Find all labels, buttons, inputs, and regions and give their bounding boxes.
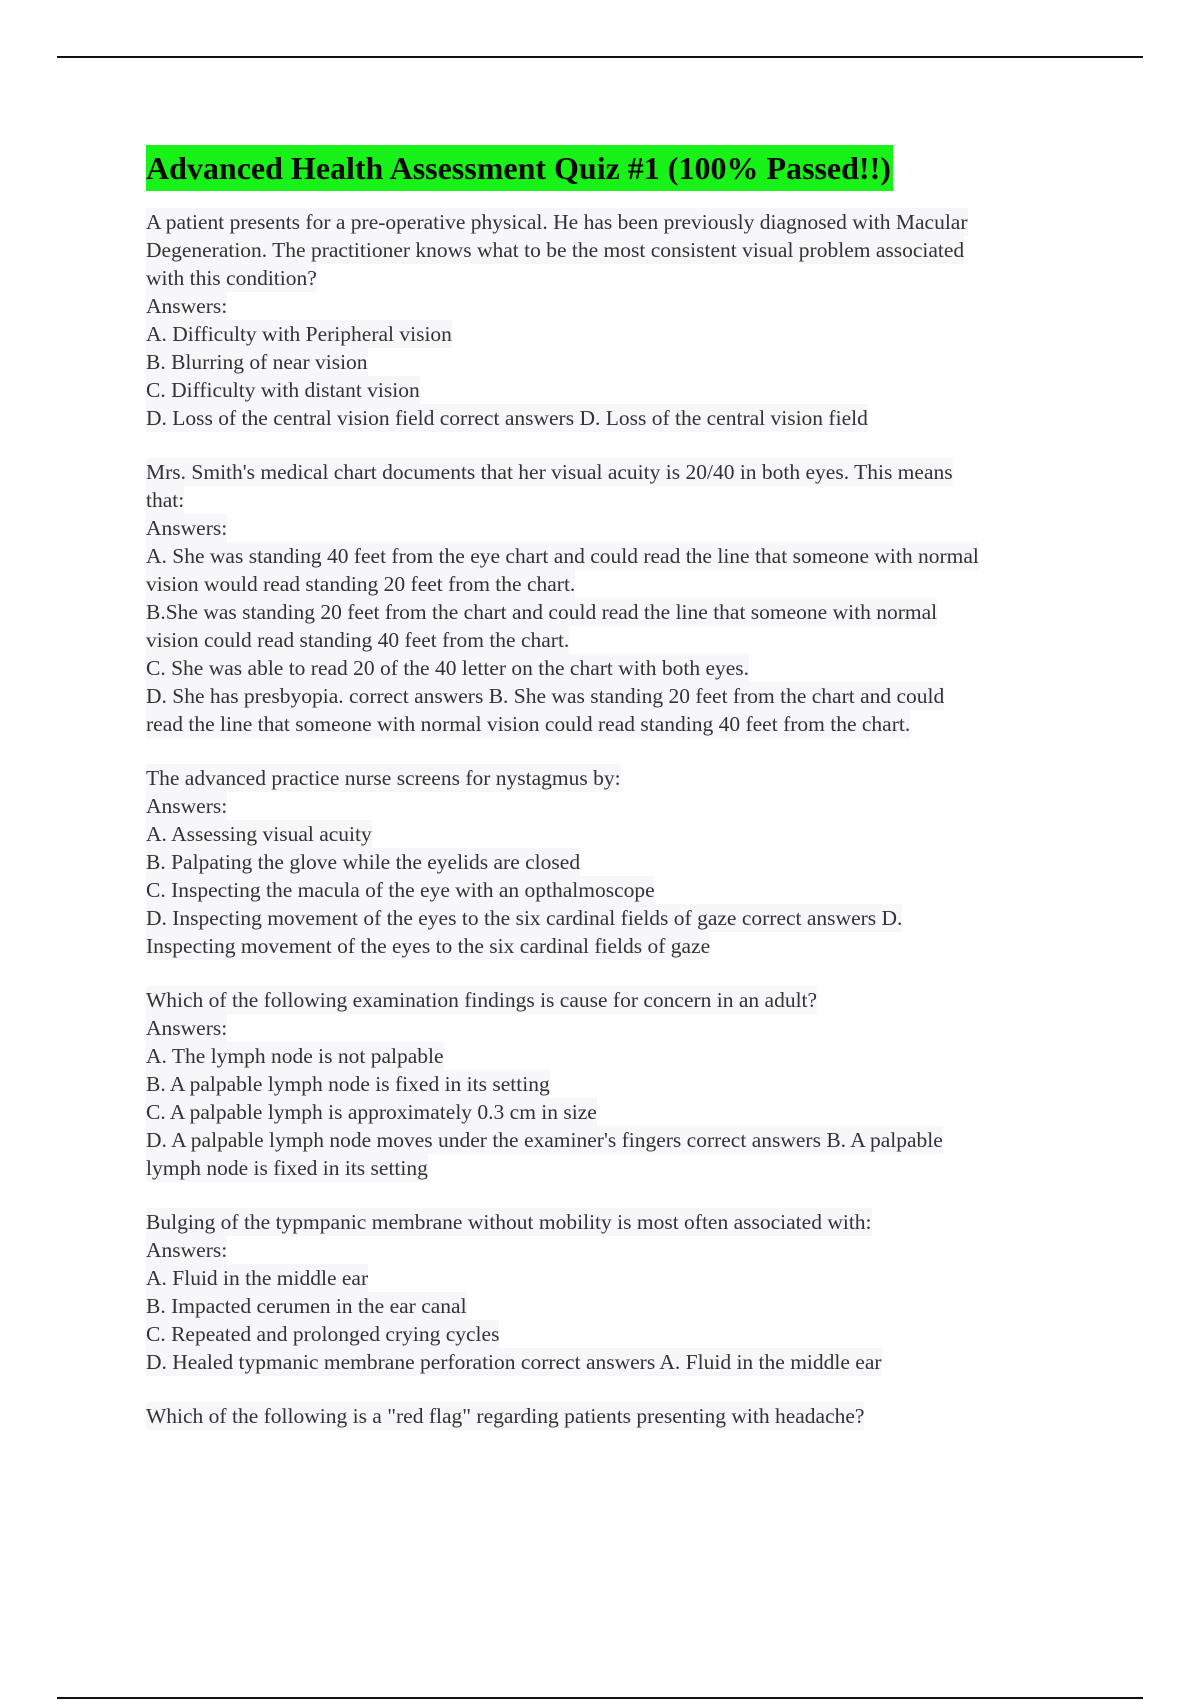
question-text-line: C. A palpable lymph is approximately 0.3 cm in size bbox=[146, 1100, 597, 1124]
question-block bbox=[146, 986, 1096, 1182]
question-text-line: D. Healed typmanic membrane perforation correct answers A. Fluid in the middle ear bbox=[146, 1350, 882, 1374]
question-text-line: A patient presents for a pre-operative physical. He has been previously diagnosed with Macular bbox=[146, 210, 968, 234]
question-block bbox=[146, 764, 1096, 960]
question-text-line: B.She was standing 20 feet from the chart and could read the line that someone with normal bbox=[146, 600, 938, 624]
question-text-line: D. A palpable lymph node moves under the examiner's fingers correct answers B. A palpable bbox=[146, 1128, 943, 1152]
question-text-line: Degeneration. The practitioner knows what to be the most consistent visual problem associated bbox=[146, 238, 965, 262]
question-list bbox=[146, 208, 1096, 1430]
question-text-line: A. She was standing 40 feet from the eye chart and could read the line that someone with normal bbox=[146, 544, 979, 568]
question-text-line: with this condition? bbox=[146, 266, 317, 290]
question-text-line: A. The lymph node is not palpable bbox=[146, 1044, 444, 1068]
question-block bbox=[146, 1208, 1096, 1376]
question-text-line: Bulging of the typmpanic membrane without mobility is most often associated with: bbox=[146, 1210, 872, 1234]
question-text-line: A. Fluid in the middle ear bbox=[146, 1266, 369, 1290]
question-text-line: B. A palpable lymph node is fixed in its setting bbox=[146, 1072, 550, 1096]
question-text-line: Answers: bbox=[146, 794, 228, 818]
question-text-line: vision would read standing 20 feet from the chart. bbox=[146, 572, 576, 596]
question-text-line: D. Loss of the central vision field correct answers D. Loss of the central vision field bbox=[146, 406, 868, 430]
question-text-line: The advanced practice nurse screens for nystagmus by: bbox=[146, 766, 621, 790]
question-text-line: vision could read standing 40 feet from the chart. bbox=[146, 628, 570, 652]
question-text-line: A. Difficulty with Peripheral vision bbox=[146, 322, 452, 346]
question-block bbox=[146, 458, 1096, 738]
bottom-rule bbox=[57, 1697, 1143, 1699]
document-title: Advanced Health Assessment Quiz #1 (100% Passed!!) bbox=[146, 145, 893, 191]
question-text-line: B. Blurring of near vision bbox=[146, 350, 368, 374]
question-text-line: Answers: bbox=[146, 294, 228, 318]
question-text-line: B. Impacted cerumen in the ear canal bbox=[146, 1294, 467, 1318]
question-text-line: B. Palpating the glove while the eyelids are closed bbox=[146, 850, 581, 874]
question-text-line: C. Repeated and prolonged crying cycles bbox=[146, 1322, 500, 1346]
question-text-line: lymph node is fixed in its setting bbox=[146, 1156, 428, 1180]
question-text-line: C. Difficulty with distant vision bbox=[146, 378, 420, 402]
question-block bbox=[146, 1402, 1096, 1430]
question-text-line: Answers: bbox=[146, 1238, 228, 1262]
question-text-line: D. She has presbyopia. correct answers B. She was standing 20 feet from the chart and could bbox=[146, 684, 945, 708]
question-text-line: Which of the following examination findings is cause for concern in an adult? bbox=[146, 988, 818, 1012]
question-text-line: read the line that someone with normal vision could read standing 40 feet from the chart. bbox=[146, 712, 911, 736]
question-text-line: Answers: bbox=[146, 1016, 228, 1040]
question-text-line: Inspecting movement of the eyes to the six cardinal fields of gaze bbox=[146, 934, 711, 958]
question-block bbox=[146, 208, 1096, 432]
question-text-line: A. Assessing visual acuity bbox=[146, 822, 372, 846]
question-text-line: D. Inspecting movement of the eyes to the six cardinal fields of gaze correct answers D. bbox=[146, 906, 903, 930]
document-page bbox=[146, 145, 1096, 1456]
question-text-line: Which of the following is a "red flag" regarding patients presenting with headache? bbox=[146, 1404, 865, 1428]
question-text-line: Answers: bbox=[146, 516, 228, 540]
question-text-line: that: bbox=[146, 488, 185, 512]
top-rule bbox=[57, 56, 1143, 58]
question-text-line: C. Inspecting the macula of the eye with an opthalmoscope bbox=[146, 878, 655, 902]
question-text-line: C. She was able to read 20 of the 40 letter on the chart with both eyes. bbox=[146, 656, 750, 680]
question-text-line: Mrs. Smith's medical chart documents that her visual acuity is 20/40 in both eyes. This means bbox=[146, 460, 953, 484]
